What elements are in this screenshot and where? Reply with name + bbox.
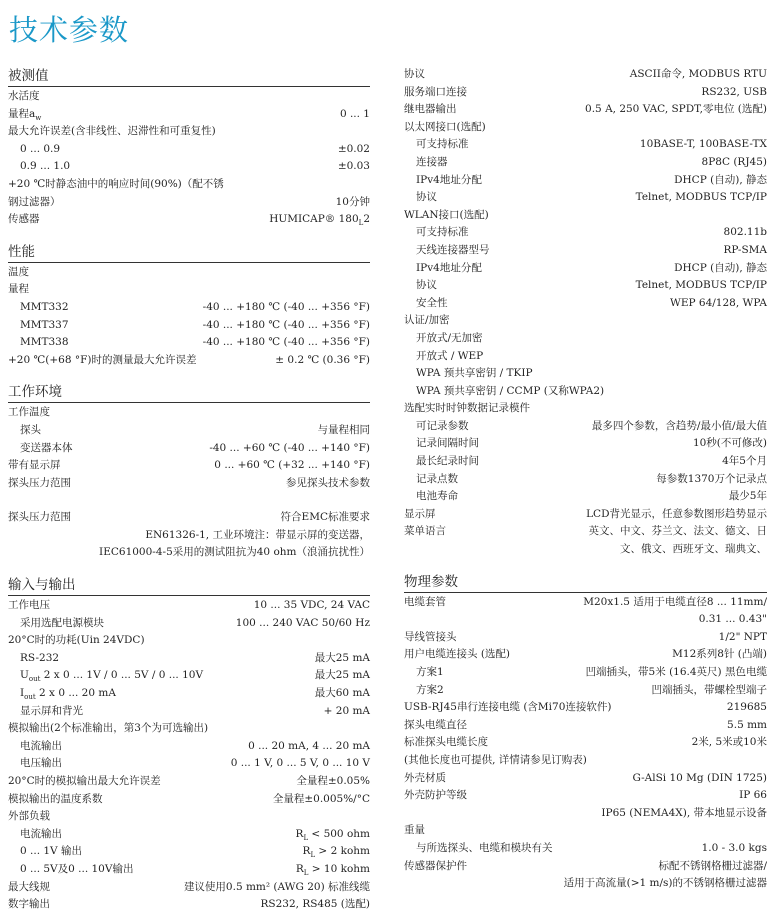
spec-label: 探头电缆直径 bbox=[404, 718, 467, 731]
spec-value: 参见探头技术参数 bbox=[286, 476, 370, 489]
spec-label: 与所选探头、电缆和模块有关 bbox=[416, 841, 553, 854]
spec-value: IP 66 bbox=[739, 789, 767, 802]
subscript: L bbox=[303, 833, 309, 842]
spec-label: 用户电缆连接头 (选配) bbox=[404, 648, 511, 661]
spec-row bbox=[8, 404, 370, 422]
spec-value: 凹端插头，带螺栓型端子 bbox=[651, 683, 767, 696]
spec-value: $R_L < 500$ ohm bbox=[295, 827, 370, 842]
spec-value: 建议使用0.5 mm² (AWG 20) 标准线缆 bbox=[183, 880, 370, 893]
spec-label: 变送器本体 bbox=[20, 441, 73, 454]
spec-row bbox=[8, 650, 370, 668]
spec-value: 适用于高流量(>1 m/s)的不锈钢格栅过滤器 bbox=[563, 877, 767, 890]
spec-row bbox=[8, 755, 370, 773]
section-gap bbox=[8, 369, 370, 382]
spec-row bbox=[404, 822, 767, 840]
spec-row bbox=[404, 154, 767, 172]
spec-value: 全量程±0.05% bbox=[296, 775, 370, 787]
spec-label: MMT332 bbox=[20, 300, 69, 313]
spec-label: 采用选配电源模块 bbox=[20, 616, 104, 629]
spec-row bbox=[8, 509, 370, 527]
spec-row bbox=[8, 861, 370, 879]
section-heading: 工作环境 bbox=[8, 382, 370, 403]
spec-value: 每参数1370万个记录点 bbox=[656, 472, 767, 485]
spec-value: DHCP (自动), 静态 bbox=[674, 173, 767, 186]
spec-row bbox=[404, 277, 767, 295]
section-heading: 性能 bbox=[8, 242, 370, 263]
spec-row bbox=[8, 738, 370, 756]
spec-row bbox=[404, 787, 767, 805]
spec-row bbox=[404, 348, 767, 366]
spec-row bbox=[404, 471, 767, 489]
spec-value: RP-SMA bbox=[723, 243, 767, 256]
spec-row bbox=[8, 123, 370, 141]
spec-value: Telnet, MODBUS TCP/IP bbox=[635, 191, 767, 204]
spec-label: 探头压力范围 bbox=[8, 511, 71, 524]
spec-row bbox=[404, 752, 767, 770]
spec-label: 传感器 bbox=[8, 213, 40, 226]
spec-row bbox=[8, 264, 370, 282]
spec-value: 4年5个月 bbox=[722, 455, 767, 468]
spec-row bbox=[404, 734, 767, 752]
spec-row bbox=[8, 597, 370, 615]
spec-label: 可记录参数 bbox=[416, 419, 469, 432]
subscript: w bbox=[35, 113, 42, 122]
spec-row bbox=[8, 106, 370, 124]
section-heading: 被测值 bbox=[8, 66, 370, 87]
spec-label: 外壳防护等级 bbox=[404, 789, 467, 802]
spec-row bbox=[8, 194, 370, 212]
spec-value: 符合EMC标准要求 bbox=[280, 511, 370, 524]
spec-row bbox=[404, 541, 767, 559]
spec-label: 外壳材质 bbox=[404, 771, 446, 784]
spec-row bbox=[404, 488, 767, 506]
spec-label: 开放式/无加密 bbox=[416, 331, 483, 344]
spec-row bbox=[8, 141, 370, 159]
spec-label: RS-232 bbox=[20, 651, 60, 664]
spec-value: 英文、中文、芬兰文、法文、德文、日 bbox=[588, 525, 767, 538]
spec-row bbox=[404, 383, 767, 401]
spec-label: USB-RJ45串行连接电缆 (含Mi70连接软件) bbox=[404, 701, 612, 714]
spec-label: 服务端口连接 bbox=[404, 85, 467, 98]
spec-row bbox=[404, 66, 767, 84]
spec-value: -40 ... +180 ℃ (-40 ... +356 °F) bbox=[202, 300, 370, 313]
spec-value: + 20 mA bbox=[323, 704, 370, 717]
spec-value: 文、俄文、西班牙文、瑞典文、 bbox=[620, 543, 767, 556]
spec-value: 0 ... +60 ℃ (+32 ... +140 °F) bbox=[214, 459, 370, 472]
spec-row bbox=[8, 808, 370, 826]
spec-label: 标准探头电缆长度 bbox=[404, 736, 488, 749]
right-column bbox=[404, 66, 767, 893]
section-heading: 物理参数 bbox=[404, 572, 767, 593]
spec-value: 全量程±0.005%/°C bbox=[272, 792, 370, 805]
spec-row bbox=[404, 611, 767, 629]
spec-label: $I_{out}$ 2 x 0 ... 20 mA bbox=[20, 687, 116, 702]
spec-row bbox=[404, 119, 767, 137]
spec-label: 工作电压 bbox=[8, 599, 50, 612]
spec-row bbox=[8, 299, 370, 317]
spec-label: 电压输出 bbox=[20, 757, 62, 770]
spec-label: 显示屏 bbox=[404, 507, 436, 520]
subscript: L bbox=[310, 851, 316, 860]
spec-label: 钢过滤器） bbox=[8, 195, 61, 208]
spec-label: 外部负载 bbox=[8, 810, 50, 823]
spec-row bbox=[8, 352, 370, 370]
spec-label: 电流输出 bbox=[20, 739, 62, 752]
spec-row bbox=[8, 440, 370, 458]
spec-label: 电缆套管 bbox=[404, 595, 446, 608]
spec-value: RS232, RS485 (选配) bbox=[260, 898, 370, 911]
spec-row bbox=[404, 101, 767, 119]
spec-row bbox=[8, 896, 370, 914]
spec-row bbox=[8, 317, 370, 335]
spec-value: IP65 (NEMA4X), 带本地显示设备 bbox=[601, 806, 767, 819]
spec-row bbox=[404, 330, 767, 348]
spec-value: 最大25 mA bbox=[314, 651, 370, 664]
spec-row bbox=[404, 805, 767, 823]
spec-row bbox=[8, 158, 370, 176]
spec-row bbox=[404, 717, 767, 735]
spec-row bbox=[404, 400, 767, 418]
spec-row bbox=[8, 334, 370, 352]
spec-label: 导线管接头 bbox=[404, 630, 457, 643]
spec-value: 标配不锈钢格栅过滤器/ bbox=[658, 859, 767, 872]
spec-label: MMT338 bbox=[20, 336, 69, 349]
spec-row bbox=[8, 879, 370, 897]
spec-label: 协议 bbox=[416, 279, 437, 292]
spec-row bbox=[404, 224, 767, 242]
spec-label: 协议 bbox=[416, 191, 437, 204]
spec-value: 最少5年 bbox=[728, 490, 767, 503]
spec-row bbox=[404, 295, 767, 313]
spec-value: 10分钟 bbox=[335, 195, 370, 208]
spec-row bbox=[404, 523, 767, 541]
spec-value: 802.11b bbox=[723, 226, 767, 239]
spec-label: 0 ... 1V 输出 bbox=[20, 845, 82, 858]
spec-row bbox=[404, 189, 767, 207]
spec-row bbox=[404, 858, 767, 876]
spec-label: 带有显示屏 bbox=[8, 459, 61, 472]
spec-label: 量程$a_w$ bbox=[8, 107, 42, 122]
section-heading: 输入与输出 bbox=[8, 575, 370, 596]
spec-value: LCD背光显示，任意参数图形趋势显示 bbox=[586, 507, 767, 520]
spec-label: 最长纪录时间 bbox=[416, 455, 479, 468]
spec-value: ±0.03 bbox=[337, 160, 370, 173]
spec-label: 连接器 bbox=[416, 155, 448, 168]
spec-value: ±0.02 bbox=[337, 142, 370, 155]
spec-label: 最大允许误差(含非线性、迟滞性和可重复性) bbox=[8, 125, 216, 138]
spec-row bbox=[8, 457, 370, 475]
subscript: out bbox=[24, 693, 36, 702]
spec-value: -40 ... +60 ℃ (-40 ... +140 °F) bbox=[209, 441, 370, 454]
spec-label: 可支持标准 bbox=[416, 138, 469, 151]
spec-value: 0 ... 1 bbox=[339, 107, 370, 120]
spec-value: 1/2" NPT bbox=[718, 630, 767, 643]
spec-label: 数字输出 bbox=[8, 898, 50, 911]
spec-label: 最大线规 bbox=[8, 880, 50, 893]
spec-label: MMT337 bbox=[20, 318, 69, 331]
section-gap bbox=[8, 562, 370, 575]
spec-value: 0 ... 1 V, 0 ... 5 V, 0 ... 10 V bbox=[230, 757, 370, 770]
spec-row bbox=[404, 418, 767, 436]
spec-label: WPA 预共享密钥 / TKIP bbox=[416, 367, 533, 380]
spec-row bbox=[8, 843, 370, 861]
spec-label: 0.9 ... 1.0 bbox=[20, 160, 71, 173]
spec-row bbox=[404, 770, 767, 788]
spec-value: M12系列8针 (凸端) bbox=[672, 648, 767, 661]
spec-label: 继电器输出 bbox=[404, 103, 457, 116]
spec-row bbox=[8, 88, 370, 106]
spec-value: 8P8C (RJ45) bbox=[701, 155, 767, 168]
spec-row bbox=[404, 506, 767, 524]
spec-value: $R_L > 2$ kohm bbox=[302, 845, 370, 860]
spec-label: 电流输出 bbox=[20, 827, 62, 840]
spec-value: 最大25 mA bbox=[314, 669, 370, 682]
spec-label: 20°C时的功耗(Uin 24VDC) bbox=[8, 634, 145, 647]
spec-row bbox=[404, 84, 767, 102]
spec-value: DHCP (自动), 静态 bbox=[674, 261, 767, 274]
spec-value: 10BASE-T, 100BASE-TX bbox=[639, 138, 767, 151]
spec-label: IPv4地址分配 bbox=[416, 173, 482, 186]
spec-value: $R_L > 10$ kohm bbox=[295, 862, 370, 877]
spec-label: 量程 bbox=[8, 283, 29, 296]
spec-value: 0 ... 20 mA, 4 ... 20 mA bbox=[248, 739, 370, 752]
section-gap bbox=[404, 559, 767, 572]
spec-label: +20 ℃时静态油中的响应时间(90%)（配不锈 bbox=[8, 177, 224, 190]
spec-row bbox=[8, 544, 370, 562]
spec-row bbox=[404, 242, 767, 260]
spec-label: 模拟输出的温度系数 bbox=[8, 792, 103, 805]
spec-value: 最大60 mA bbox=[314, 687, 370, 700]
spec-row bbox=[404, 453, 767, 471]
spec-row bbox=[404, 136, 767, 154]
spec-value: WEP 64/128, WPA bbox=[670, 296, 767, 309]
spec-row bbox=[8, 527, 370, 545]
spec-value: RS232, USB bbox=[701, 85, 767, 98]
spec-value: -40 ... +180 ℃ (-40 ... +356 °F) bbox=[202, 336, 370, 349]
subscript: L bbox=[358, 219, 364, 228]
spec-value: EN61326-1, 工业环境注：带显示屏的变送器， bbox=[145, 528, 370, 541]
spec-value: M20x1.5 适用于电缆直径8 ... 11mm/ bbox=[583, 595, 767, 608]
spec-label: 工作温度 bbox=[8, 406, 50, 419]
spec-label: 20°C时的模拟输出最大允许误差 bbox=[8, 775, 161, 787]
spec-label: 菜单语言 bbox=[404, 525, 446, 538]
spec-value: 0.31 ... 0.43" bbox=[698, 613, 767, 626]
spec-label: 安全性 bbox=[416, 296, 448, 309]
spec-value: 2米, 5米或10米 bbox=[691, 736, 767, 749]
spec-value: -40 ... +180 ℃ (-40 ... +356 °F) bbox=[202, 318, 370, 331]
spec-label: WPA 预共享密钥 / CCMP (又称WPA2) bbox=[416, 384, 605, 397]
spec-row bbox=[8, 791, 370, 809]
spec-value: 10秒(不可修改) bbox=[692, 437, 767, 450]
spec-label: (其他长度也可提供, 详情请参见订购表) bbox=[404, 753, 587, 766]
spec-label: 以太网接口(选配) bbox=[404, 120, 486, 133]
spec-row bbox=[404, 682, 767, 700]
page-title: 技术参数 bbox=[9, 13, 130, 47]
spec-label: 方案1 bbox=[416, 666, 444, 678]
spec-row bbox=[404, 646, 767, 664]
spec-row bbox=[404, 172, 767, 190]
spec-row bbox=[8, 475, 370, 493]
spec-label: 认证/加密 bbox=[404, 314, 450, 327]
spec-row bbox=[8, 720, 370, 738]
spec-value: 最多四个参数，含趋势/最小值/最大值 bbox=[591, 419, 767, 432]
spec-row bbox=[404, 875, 767, 893]
spec-label: IPv4地址分配 bbox=[416, 261, 482, 274]
spec-label: 探头 bbox=[20, 423, 41, 436]
spec-row bbox=[404, 207, 767, 225]
spec-value: 10 ... 35 VDC, 24 VAC bbox=[253, 599, 370, 612]
spec-row bbox=[8, 422, 370, 440]
spec-value: 与量程相同 bbox=[317, 423, 370, 436]
spec-value: ASCII命令, MODBUS RTU bbox=[629, 68, 767, 80]
spec-row bbox=[8, 773, 370, 791]
spec-label: 天线连接器型号 bbox=[416, 243, 490, 256]
spec-label: WLAN接口(选配) bbox=[404, 208, 489, 221]
spec-row bbox=[404, 594, 767, 612]
left-column bbox=[8, 66, 370, 914]
spec-row bbox=[404, 699, 767, 717]
spec-value: 5.5 mm bbox=[727, 718, 767, 731]
subscript: L bbox=[303, 868, 309, 877]
spec-value: HUMICAP® $180_L2$ bbox=[269, 213, 370, 228]
spec-label: 模拟输出(2个标准输出，第3个为可选输出) bbox=[8, 722, 209, 735]
spec-row bbox=[8, 667, 370, 685]
spec-row bbox=[8, 615, 370, 633]
spec-value: Telnet, MODBUS TCP/IP bbox=[635, 279, 767, 292]
spec-row bbox=[8, 281, 370, 299]
spec-value: 1.0 - 3.0 kgs bbox=[701, 841, 767, 854]
spec-row bbox=[8, 176, 370, 194]
spec-label: 0 ... 5V及0 ... 10V输出 bbox=[20, 862, 134, 875]
spec-row bbox=[404, 365, 767, 383]
spec-label: 开放式 / WEP bbox=[416, 349, 484, 362]
spec-value: ± 0.2 ℃ (0.36 °F) bbox=[275, 353, 370, 366]
spec-value: 219685 bbox=[726, 701, 767, 714]
spec-value: G-AlSi 10 Mg (DIN 1725) bbox=[632, 771, 767, 784]
spec-row bbox=[404, 435, 767, 453]
spec-label: 可支持标准 bbox=[416, 226, 469, 239]
spec-label: 重量 bbox=[404, 824, 425, 837]
spec-label: +20 ℃(+68 °F)时的测量最大允许误差 bbox=[8, 353, 197, 366]
spec-label: 电池寿命 bbox=[416, 490, 458, 503]
spec-label: 显示屏和背光 bbox=[20, 704, 83, 717]
spec-row bbox=[404, 260, 767, 278]
spec-label: 水活度 bbox=[8, 90, 40, 102]
subscript: out bbox=[28, 675, 41, 684]
spec-row bbox=[8, 826, 370, 844]
spec-value: 0.5 A, 250 VAC, SPDT,零电位 (选配) bbox=[585, 103, 767, 116]
spec-row bbox=[404, 664, 767, 682]
spec-row bbox=[8, 211, 370, 229]
spec-row bbox=[404, 840, 767, 858]
spec-label: 选配实时时钟数据记录模件 bbox=[404, 402, 530, 415]
spec-label: 方案2 bbox=[416, 683, 444, 696]
spec-value: IEC61000-4-5采用的测试阻抗为40 ohm（浪涌抗扰性） bbox=[99, 546, 370, 559]
spec-row bbox=[404, 629, 767, 647]
spec-label: 协议 bbox=[404, 68, 425, 80]
spec-label: 传感器保护件 bbox=[404, 859, 467, 872]
spec-label: 0 ... 0.9 bbox=[20, 142, 61, 155]
spec-label: 记录间隔时间 bbox=[416, 437, 479, 450]
spacer bbox=[8, 492, 370, 509]
spec-label: 温度 bbox=[8, 265, 29, 278]
spec-label: 探头压力范围 bbox=[8, 476, 71, 489]
spec-label: $U_{out}$ 2 x 0 ... 1V / 0 ... 5V / 0 ... 10V bbox=[20, 669, 204, 684]
spec-value: 100 ... 240 VAC 50/60 Hz bbox=[235, 616, 370, 629]
spec-row bbox=[8, 703, 370, 721]
spec-row bbox=[8, 632, 370, 650]
spec-label: 记录点数 bbox=[416, 472, 458, 485]
spec-row bbox=[404, 312, 767, 330]
spec-value: 凹端插头，带5米 (16.4英尺) 黑色电缆 bbox=[585, 666, 767, 678]
